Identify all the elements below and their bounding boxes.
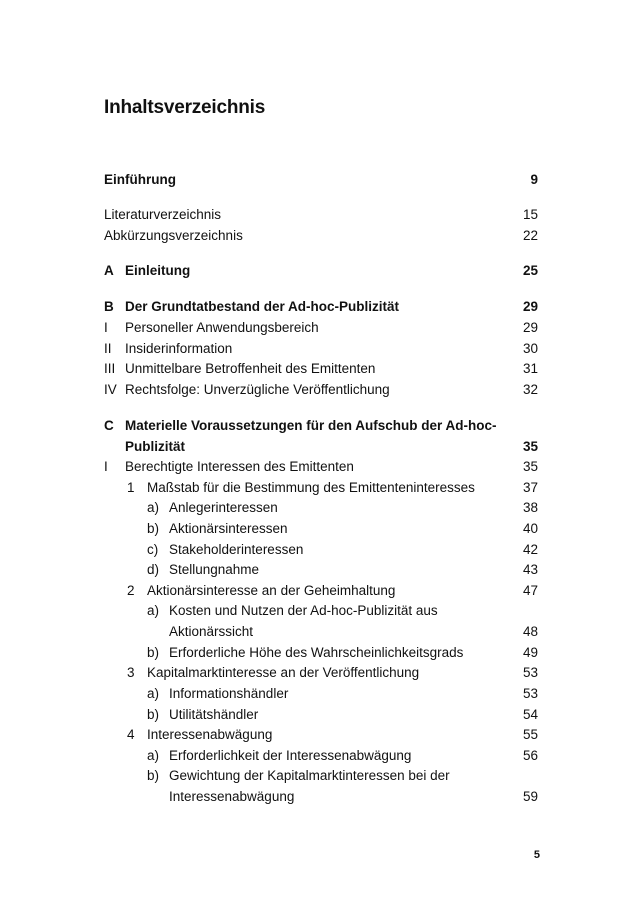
page-number: 5 bbox=[533, 849, 540, 861]
toc-entry-text: Insiderinformation bbox=[125, 341, 233, 356]
toc-entry-page: 35 bbox=[522, 439, 538, 454]
toc-entry-label: b) bbox=[147, 645, 160, 660]
toc-entry-page: 37 bbox=[522, 480, 538, 495]
toc-entry-text: Publizität bbox=[125, 439, 185, 454]
toc-entry-text: Stellungnahme bbox=[169, 562, 260, 577]
toc-entry-label: b) bbox=[147, 707, 160, 722]
toc-entry-label: a) bbox=[147, 500, 160, 515]
toc-entry-text: Stakeholderinteressen bbox=[169, 542, 304, 557]
toc-entry-page: 49 bbox=[522, 645, 538, 660]
toc-entry-page: 54 bbox=[522, 707, 538, 722]
toc-entry-text: Gewichtung der Kapitalmarktinteressen bei der bbox=[169, 768, 450, 783]
toc-entry-page: 38 bbox=[522, 500, 538, 515]
toc-entry-page: 31 bbox=[522, 361, 538, 376]
toc-entry-text: Kosten und Nutzen der Ad-hoc-Publizität aus bbox=[169, 603, 438, 618]
toc-entry-text: Einleitung bbox=[125, 263, 191, 278]
toc-entry-text: Berechtigte Interessen des Emittenten bbox=[125, 459, 354, 474]
toc-entry-text: Literaturverzeichnis bbox=[104, 207, 222, 222]
toc-entry-page: 56 bbox=[522, 748, 538, 763]
toc-entry-page: 15 bbox=[522, 207, 538, 222]
toc-entry-label: 3 bbox=[127, 665, 135, 680]
toc-entry-text: Der Grundtatbestand der Ad-hoc-Publizität bbox=[125, 299, 400, 314]
toc-entry-text: Personeller Anwendungsbereich bbox=[125, 320, 319, 335]
toc-entry-text: Abkürzungsverzeichnis bbox=[104, 228, 243, 243]
toc-entry-page: 32 bbox=[522, 382, 538, 397]
toc-entry-text: Maßstab für die Bestimmung des Emittenteninteresses bbox=[147, 480, 475, 495]
page-title: Inhaltsverzeichnis bbox=[104, 97, 266, 118]
toc-entry-label: 4 bbox=[127, 727, 135, 742]
toc-entry-page: 22 bbox=[522, 228, 538, 243]
toc-entry-text: Kapitalmarktinteresse an der Veröffentlichung bbox=[147, 665, 420, 680]
toc-entry-page: 30 bbox=[522, 341, 538, 356]
toc-entry-text: Interessenabwägung bbox=[147, 727, 273, 742]
toc-entry-text: Utilitätshändler bbox=[169, 707, 259, 722]
toc-entry-text: Interessenabwägung bbox=[169, 789, 295, 804]
toc-entry-page: 35 bbox=[522, 459, 538, 474]
toc-entry-label: II bbox=[104, 341, 112, 356]
toc-entry-label: 2 bbox=[127, 583, 135, 598]
toc-entry-page: 53 bbox=[522, 665, 538, 680]
toc-entry-page: 47 bbox=[522, 583, 538, 598]
toc-entry-page: 42 bbox=[522, 542, 538, 557]
toc-entry-text: Einführung bbox=[104, 172, 176, 187]
toc-entry-page: 59 bbox=[522, 789, 538, 804]
toc-entry-page: 55 bbox=[522, 727, 538, 742]
toc-entry-label: a) bbox=[147, 686, 160, 701]
toc-entry-text: Unmittelbare Betroffenheit des Emittenten bbox=[125, 361, 376, 376]
toc-entry-text: Informationshändler bbox=[169, 686, 289, 701]
toc-entry-label: I bbox=[104, 459, 108, 474]
toc-entry-label: B bbox=[104, 299, 114, 314]
toc-entry-label: IV bbox=[104, 382, 117, 397]
toc-entry-label: a) bbox=[147, 748, 160, 763]
toc-entry-label: I bbox=[104, 320, 108, 335]
toc-entry-page: 43 bbox=[522, 562, 538, 577]
toc-entry-label: C bbox=[104, 418, 114, 433]
toc-entry-page: 29 bbox=[522, 320, 538, 335]
toc-entry-label: d) bbox=[147, 562, 160, 577]
toc-entry-text: Aktionärsinteressen bbox=[169, 521, 288, 536]
toc-entry-text: Erforderlichkeit der Interessenabwägung bbox=[169, 748, 412, 763]
toc-entry-label: a) bbox=[147, 603, 160, 618]
toc-entry-text: Erforderliche Höhe des Wahrscheinlichkeitsgrads bbox=[169, 645, 464, 660]
toc-entry-label: b) bbox=[147, 768, 160, 783]
toc-entry-label: 1 bbox=[127, 480, 135, 495]
toc-entry-text: Aktionärssicht bbox=[169, 624, 254, 639]
toc-entry-page: 9 bbox=[530, 172, 538, 187]
toc-entry-text: Anlegerinteressen bbox=[169, 500, 278, 515]
toc-entry-label: III bbox=[104, 361, 116, 376]
toc-entry-label: c) bbox=[147, 542, 159, 557]
toc-entry-label: A bbox=[104, 263, 114, 278]
toc-entry-page: 40 bbox=[522, 521, 538, 536]
toc-entry-text: Materielle Voraussetzungen für den Aufschub der Ad-hoc- bbox=[125, 418, 497, 433]
toc-entry-text: Rechtsfolge: Unverzügliche Veröffentlichung bbox=[125, 382, 390, 397]
toc-entry-page: 29 bbox=[522, 299, 538, 314]
toc-entry-page: 53 bbox=[522, 686, 538, 701]
toc-entry-page: 25 bbox=[522, 263, 538, 278]
toc-entry-text: Aktionärsinteresse an der Geheimhaltung bbox=[147, 583, 396, 598]
toc-entry-label: b) bbox=[147, 521, 160, 536]
toc-entry-page: 48 bbox=[522, 624, 538, 639]
